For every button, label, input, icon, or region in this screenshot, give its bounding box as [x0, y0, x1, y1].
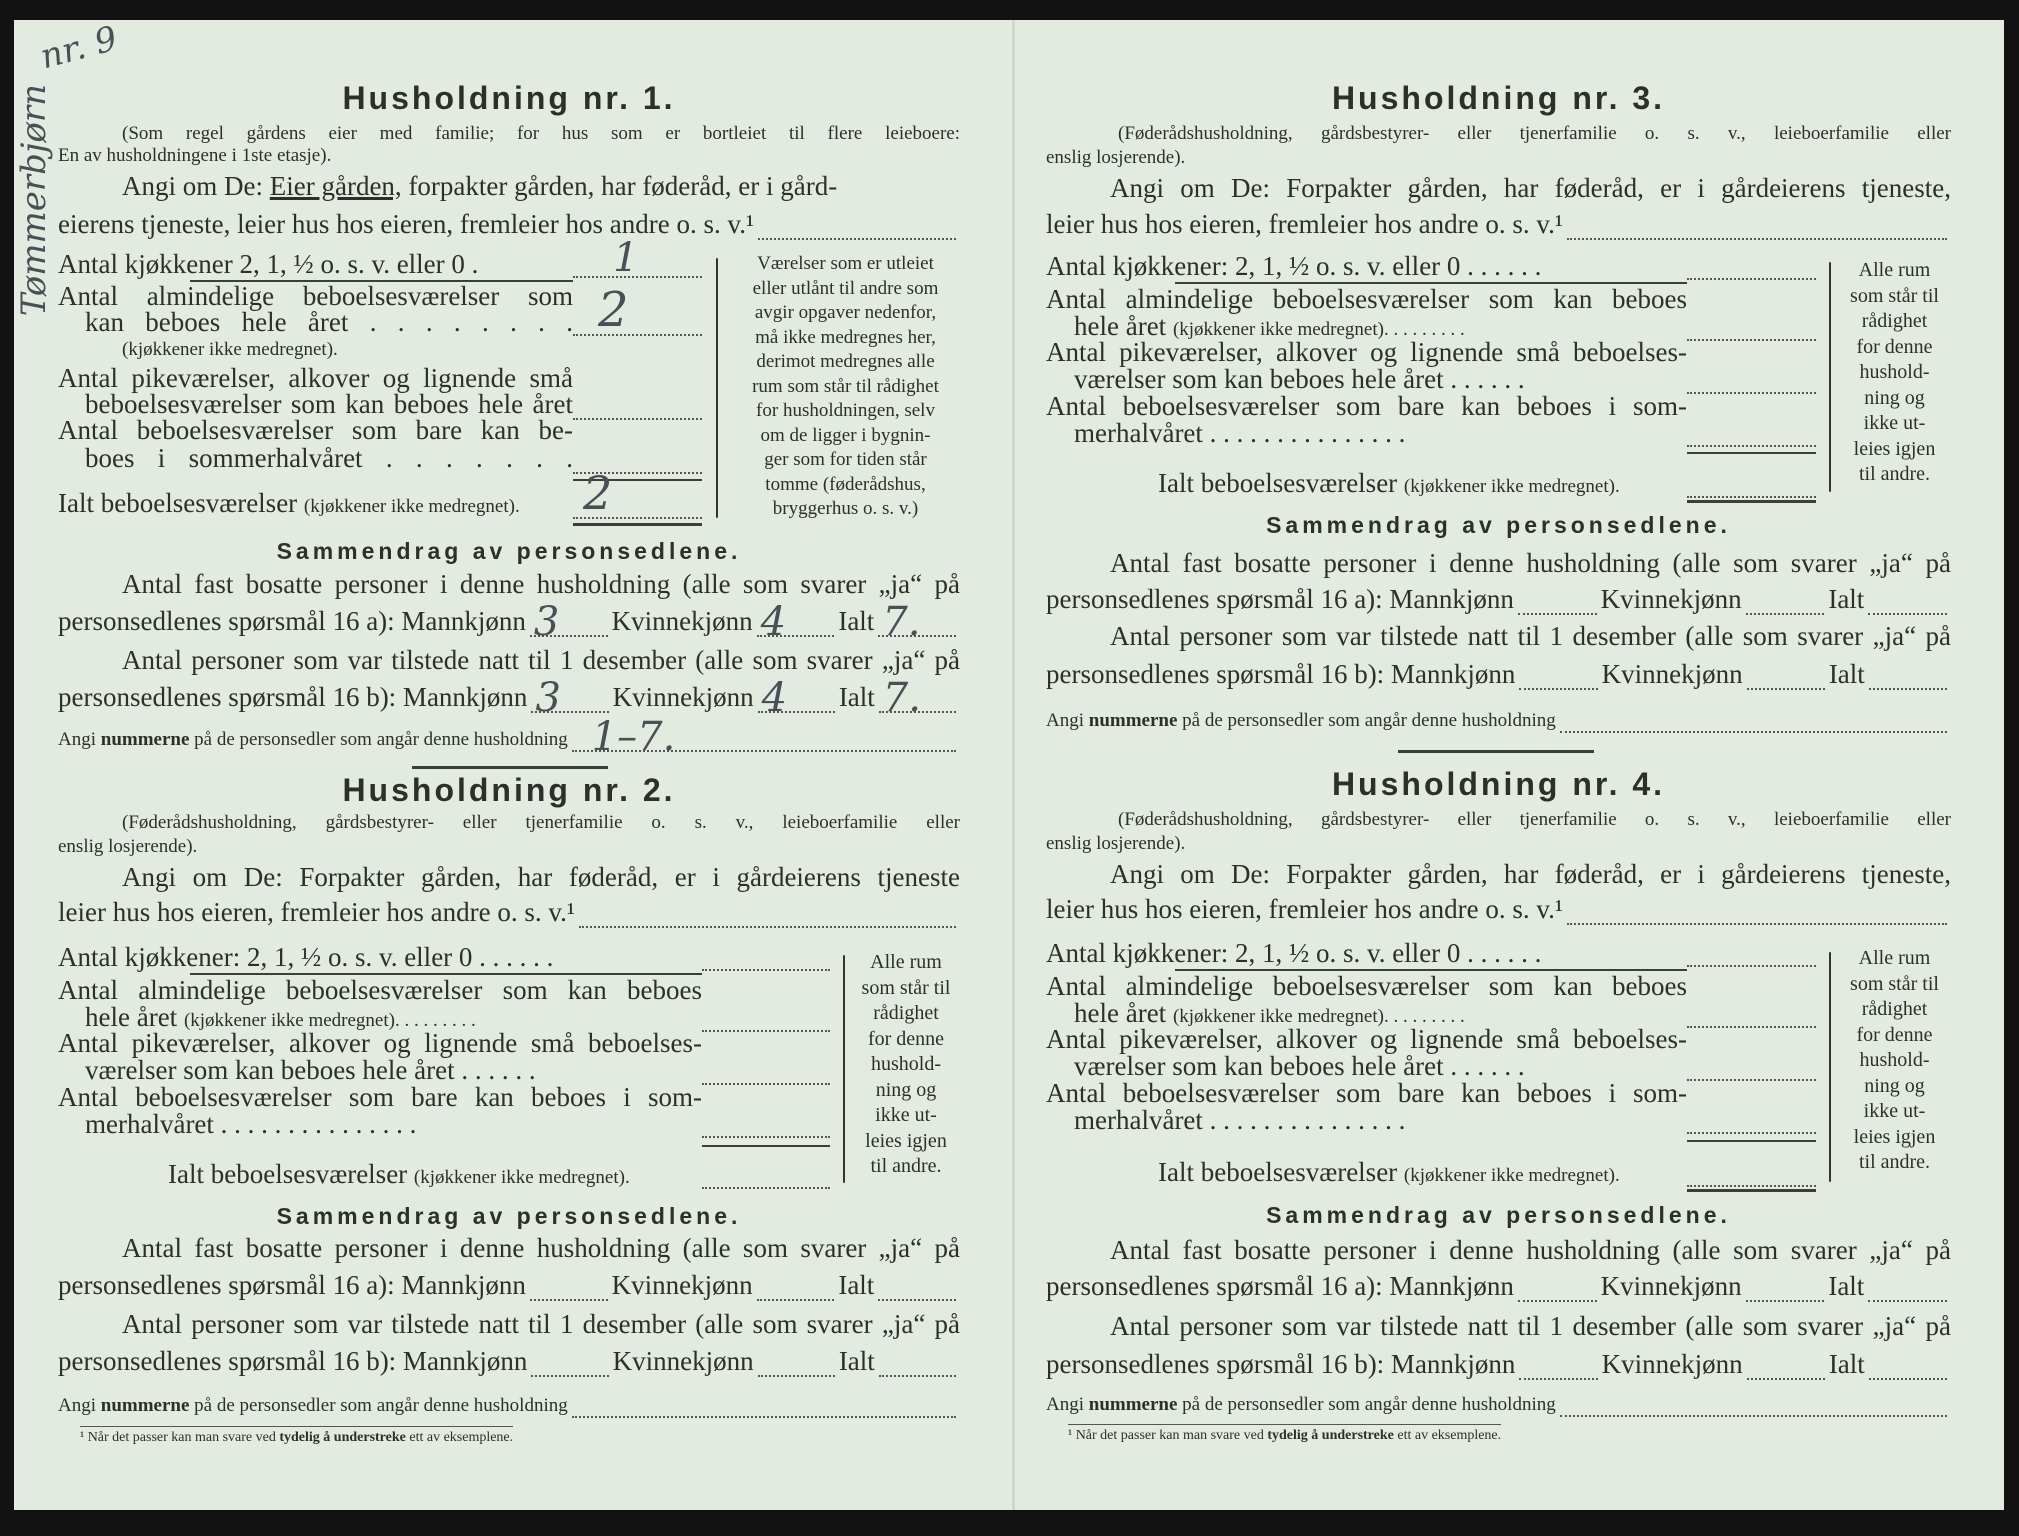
resident-female-field[interactable] — [1746, 591, 1825, 615]
brace — [843, 955, 845, 1183]
tenure-field[interactable] — [1567, 901, 1947, 925]
summer-rooms-field[interactable] — [702, 1106, 830, 1138]
section-divider — [1398, 750, 1594, 753]
total-rooms-field[interactable] — [702, 1157, 830, 1189]
summer-rooms-label-cont: boes i sommerhalvåret . . . . . . . — [85, 443, 573, 473]
sum-rule — [1687, 1140, 1816, 1142]
total-rooms-field[interactable] — [1687, 466, 1816, 498]
rooms-note: (kjøkkener ikke medregnet). — [122, 339, 338, 360]
present-persons-label: Antal personer som var tilstede natt til 1 desember (alle som svarer „ja“ på — [1110, 1311, 1951, 1341]
household-2-note-cont: enslig losjerende). — [58, 836, 198, 857]
summer-rooms-field[interactable] — [1687, 415, 1816, 447]
tenure-field[interactable] — [758, 216, 956, 240]
small-rooms-label-cont: værelser som kan beboes hele året . . . . . . — [85, 1055, 536, 1085]
person-numbers-row: Angi nummerne på de personsedler som angår denne husholdning — [1046, 1393, 1951, 1417]
present-persons-row: personsedlenes spørsmål 16 b): Mannkjønn Kvinnekjønn Ialt — [58, 1345, 960, 1377]
kitchens-field[interactable] — [702, 939, 830, 971]
household-4-tenure-question-cont: leier hus hos eieren, fremleier hos andre o. s. v.¹ — [1046, 893, 1951, 925]
household-4-note-cont: enslig losjerende). — [1046, 833, 1186, 854]
present-persons-label: Antal personer som var tilstede natt til 1 desember (alle som svarer „ja“ på — [122, 1309, 960, 1339]
household-3-title: Husholdning nr. 3. — [1331, 80, 1666, 116]
brace — [1829, 262, 1831, 492]
household-1-title: Husholdning nr. 1. — [342, 80, 676, 116]
rooms-label-cont: hele året (kjøkkener ikke medregnet). . . . . . . . . — [1074, 998, 1465, 1028]
resident-total-field[interactable]: 7. — [878, 613, 956, 637]
present-female-field[interactable] — [758, 1353, 835, 1377]
rooms-note-box: Alle rum som står til rådighet for denne hushold- ning og ikke ut- leies igjen til andre. — [1850, 259, 1939, 485]
present-persons-row: personsedlenes spørsmål 16 b): Mannkjønn 3 Kvinnekjønn 4 Ialt 7. — [58, 681, 960, 713]
resident-total-field[interactable] — [1868, 591, 1947, 615]
kitchens-field[interactable] — [573, 235, 702, 281]
person-numbers-field[interactable]: 1–7. — [572, 728, 956, 752]
present-female-field[interactable] — [1747, 666, 1825, 690]
present-total-field[interactable] — [1869, 1356, 1947, 1380]
summer-rooms-label-cont: merhalvåret . . . . . . . . . . . . . . . — [85, 1109, 417, 1139]
small-rooms-field[interactable] — [1687, 1049, 1816, 1081]
present-male-field[interactable] — [1519, 666, 1597, 690]
rooms-field[interactable] — [702, 1000, 830, 1032]
section-divider — [412, 766, 608, 769]
person-numbers-field[interactable] — [572, 1394, 956, 1418]
household-1-tenure-question: Angi om De: Eier gården, forpakter gården, har føderåd, er i gård- — [122, 171, 838, 201]
total-rooms-field[interactable] — [1687, 1155, 1816, 1187]
total-rooms-label: Ialt beboelsesværelser (kjøkkener ikke medregnet). — [1158, 468, 1620, 498]
rooms-label: Antal almindelige beboelsesværelser som kan beboes — [1046, 284, 1687, 314]
present-persons-label: Antal personer som var tilstede natt til 1 desember (alle som svarer „ja“ på — [122, 645, 960, 675]
resident-persons-row: personsedlenes spørsmål 16 a): Mannkjønn Kvinnekjønn Ialt — [1046, 1270, 1951, 1302]
person-numbers-row: Angi nummerne på de personsedler som angår denne husholdning 1–7. — [58, 728, 960, 752]
small-rooms-label: Antal pikeværelser, alkover og lignende små — [58, 363, 573, 393]
household-4-tenure-question: Angi om De: Forpakter gården, har føderåd, er i gårdeierens tjeneste, — [1110, 859, 1951, 889]
rooms-field[interactable] — [573, 282, 702, 338]
resident-persons-label: Antal fast bosatte personer i denne husholdning (alle som svarer „ja“ på — [122, 1233, 960, 1263]
household-4-title: Husholdning nr. 4. — [1331, 766, 1666, 802]
present-persons-row: personsedlenes spørsmål 16 b): Mannkjønn Kvinnekjønn Ialt — [1046, 658, 1951, 690]
person-numbers-field[interactable] — [1560, 709, 1947, 733]
present-male-field[interactable] — [1519, 1356, 1597, 1380]
resident-total-field[interactable] — [1868, 1278, 1947, 1302]
kitchens-label: Antal kjøkkener: 2, 1, ½ o. s. v. eller 0 . . . . . . — [1046, 251, 1542, 281]
household-3-tenure-question: Angi om De: Forpakter gården, har føderåd, er i gårdeierens tjeneste, — [1110, 173, 1951, 203]
resident-male-field[interactable] — [530, 1277, 608, 1301]
rooms-note-box: Alle rum som står til rådighet for denne hushold- ning og ikke ut- leies igjen til andre. — [861, 951, 951, 1177]
resident-female-field[interactable] — [1746, 1278, 1825, 1302]
sum-rule — [1687, 452, 1816, 454]
small-rooms-field[interactable] — [573, 388, 702, 420]
rooms-field[interactable] — [1687, 309, 1816, 341]
rooms-value: 2 — [598, 282, 629, 338]
resident-male-field[interactable] — [1518, 1278, 1597, 1302]
resident-persons-label: Antal fast bosatte personer i denne husholdning (alle som svarer „ja“ på — [122, 569, 960, 599]
resident-persons-row: personsedlenes spørsmål 16 a): Mannkjønn Kvinnekjønn Ialt — [58, 1269, 960, 1301]
rooms-field[interactable] — [1687, 996, 1816, 1028]
present-persons-row: personsedlenes spørsmål 16 b): Mannkjønn Kvinnekjønn Ialt — [1046, 1348, 1951, 1380]
brace — [716, 258, 718, 518]
summer-rooms-label: Antal beboelsesværelser som bare kan be- — [58, 415, 573, 445]
kitchens-label: Antal kjøkkener: 2, 1, ½ o. s. v. eller 0 . . . . . . — [58, 942, 554, 972]
rooms-label-cont: kan beboes hele året . . . . . . . . — [85, 307, 573, 337]
resident-female-field[interactable]: 4 — [757, 613, 835, 637]
household-1-tenure-question-cont: eierens tjeneste, leier hus hos eieren, fremleier hos andre o. s. v.¹ — [58, 208, 960, 240]
household-3-note-cont: enslig losjerende). — [1046, 147, 1186, 168]
small-rooms-label-cont: værelser som kan beboes hele året . . . . . . — [1074, 1051, 1525, 1081]
household-2-note: (Føderådshusholdning, gårdsbestyrer- eller tjenerfamilie o. s. v., leieboerfamilie eller — [122, 812, 960, 833]
footnote: ¹ Når det passer kan man svare ved tydelig å understreke ett av eksemplene. — [1068, 1424, 1501, 1445]
rooms-label: Antal almindelige beboelsesværelser som kan beboes — [1046, 971, 1687, 1001]
resident-male-field[interactable] — [1518, 591, 1597, 615]
summer-rooms-field[interactable] — [1687, 1102, 1816, 1134]
rooms-label-cont: hele året (kjøkkener ikke medregnet). . . . . . . . . — [1074, 311, 1465, 341]
present-male-field[interactable] — [531, 1353, 608, 1377]
total-rooms-label: Ialt beboelsesværelser (kjøkkener ikke medregnet). — [1158, 1157, 1620, 1187]
summary-title: Sammendrag av personsedlene. — [276, 538, 742, 564]
resident-male-field[interactable]: 3 — [530, 613, 608, 637]
small-rooms-label: Antal pikeværelser, alkover og lignende små beboelses- — [58, 1028, 702, 1058]
kitchens-label: Antal kjøkkener 2, 1, ½ o. s. v. eller 0 . — [58, 249, 479, 279]
resident-persons-label: Antal fast bosatte personer i denne husholdning (alle som svarer „ja“ på — [1110, 548, 1951, 578]
resident-persons-label: Antal fast bosatte personer i denne husholdning (alle som svarer „ja“ på — [1110, 1235, 1951, 1265]
rooms-note-box: Alle rum som står til rådighet for denne hushold- ning og ikke ut- leies igjen til andre. — [1850, 947, 1939, 1173]
kitchens-field[interactable] — [1687, 935, 1816, 967]
page-fold — [1012, 20, 1015, 1510]
sum-rule — [702, 1145, 830, 1147]
total-rooms-label: Ialt beboelsesværelser (kjøkkener ikke medregnet). — [58, 488, 520, 518]
summary-title: Sammendrag av personsedlene. — [1266, 1202, 1731, 1228]
small-rooms-field[interactable] — [702, 1053, 830, 1085]
small-rooms-label-cont: beboelsesværelser som kan beboes hele året — [85, 389, 573, 419]
brace — [1829, 952, 1831, 1182]
present-female-field[interactable]: 4 — [758, 689, 835, 713]
resident-total-field[interactable] — [878, 1277, 956, 1301]
total-rooms-field[interactable] — [573, 466, 702, 520]
person-numbers-row: Angi nummerne på de personsedler som angår denne husholdning — [58, 1394, 960, 1418]
kitchens-label: Antal kjøkkener: 2, 1, ½ o. s. v. eller 0 . . . . . . — [1046, 938, 1542, 968]
household-4-note: (Føderådshusholdning, gårdsbestyrer- eller tjenerfamilie o. s. v., leieboerfamilie eller — [1118, 809, 1951, 830]
resident-persons-row: personsedlenes spørsmål 16 a): Mannkjønn Kvinnekjønn Ialt — [1046, 583, 1951, 615]
summer-rooms-label: Antal beboelsesværelser som bare kan beboes i som- — [1046, 1078, 1687, 1108]
tenure-answer-underlined: Eier gården, — [269, 171, 402, 201]
household-3-tenure-question-cont: leier hus hos eieren, fremleier hos andre o. s. v.¹ — [1046, 208, 1951, 240]
total-rooms-label: Ialt beboelsesværelser (kjøkkener ikke medregnet). — [168, 1159, 630, 1189]
rooms-label-cont: hele året (kjøkkener ikke medregnet). . . . . . . . . — [85, 1002, 476, 1032]
kitchens-field[interactable] — [1687, 248, 1816, 280]
household-2-tenure-question-cont: leier hus hos eieren, fremleier hos andre o. s. v.¹ — [58, 896, 960, 928]
resident-persons-row: personsedlenes spørsmål 16 a): Mannkjønn 3 Kvinnekjønn 4 Ialt 7. — [58, 605, 960, 637]
household-2-tenure-question: Angi om De: Forpakter gården, har føderåd, er i gårdeierens tjeneste — [122, 862, 960, 892]
household-3-note: (Føderådshusholdning, gårdsbestyrer- eller tjenerfamilie o. s. v., leieboerfamilie eller — [1118, 123, 1951, 144]
present-total-field[interactable] — [879, 1353, 956, 1377]
small-rooms-label-cont: værelser som kan beboes hele året . . . . . . — [1074, 364, 1525, 394]
total-rule — [1687, 500, 1816, 503]
person-numbers-row: Angi nummerne på de personsedler som angår denne husholdning — [1046, 709, 1951, 733]
summary-title: Sammendrag av personsedlene. — [1266, 512, 1731, 538]
summer-rooms-label-cont: merhalvåret . . . . . . . . . . . . . . . — [1074, 1105, 1406, 1135]
household-2-title: Husholdning nr. 2. — [342, 772, 676, 808]
present-male-field[interactable]: 3 — [531, 689, 608, 713]
footnote: ¹ Når det passer kan man svare ved tydelig å understreke ett av eksemplene. — [80, 1426, 513, 1447]
summer-rooms-label-cont: merhalvåret . . . . . . . . . . . . . . . — [1074, 418, 1406, 448]
summary-title: Sammendrag av personsedlene. — [276, 1203, 742, 1229]
small-rooms-field[interactable] — [1687, 362, 1816, 394]
tenure-field[interactable] — [579, 904, 956, 928]
present-persons-label: Antal personer som var tilstede natt til 1 desember (alle som svarer „ja“ på — [1110, 621, 1951, 651]
small-rooms-label: Antal pikeværelser, alkover og lignende små beboelses- — [1046, 337, 1687, 367]
household-1-note-cont: En av husholdningene i 1ste etasje). — [58, 145, 332, 166]
margin-note-name: Tømmerbjørn — [14, 84, 54, 317]
household-1-note: (Som regel gårdens eier med familie; for hus som er bortleiet til flere leieboere: — [122, 123, 960, 144]
rooms-label: Antal almindelige beboelsesværelser som kan beboes — [58, 975, 702, 1005]
present-total-field[interactable]: 7. — [879, 689, 956, 713]
total-rule — [1687, 1189, 1816, 1192]
total-rooms-value: 2 — [583, 466, 613, 520]
small-rooms-label: Antal pikeværelser, alkover og lignende små beboelses- — [1046, 1024, 1687, 1054]
rooms-note-box: Værelser som er utleiet eller utlånt til andre som avgir opgaver nedenfor, må ikke medregnes her, derimot medregnes alle rum som står til rådighet for husholdningen, selv om de ligger i bygnin- ger som for tiden står tomme (føderådshus, bryggerhus o. s. v.) — [752, 253, 939, 519]
present-total-field[interactable] — [1869, 666, 1947, 690]
total-rule — [573, 523, 702, 526]
summer-rooms-label: Antal beboelsesværelser som bare kan beboes i som- — [58, 1082, 702, 1112]
resident-female-field[interactable] — [757, 1277, 835, 1301]
tenure-field[interactable] — [1567, 216, 1947, 240]
summer-rooms-label: Antal beboelsesværelser som bare kan beboes i som- — [1046, 391, 1687, 421]
present-female-field[interactable] — [1747, 1356, 1825, 1380]
margin-note-number: nr. 9 — [36, 18, 122, 78]
rooms-label: Antal almindelige beboelsesværelser som — [58, 281, 573, 311]
kitchens-value: 1 — [613, 235, 639, 281]
person-numbers-field[interactable] — [1560, 1393, 1947, 1417]
